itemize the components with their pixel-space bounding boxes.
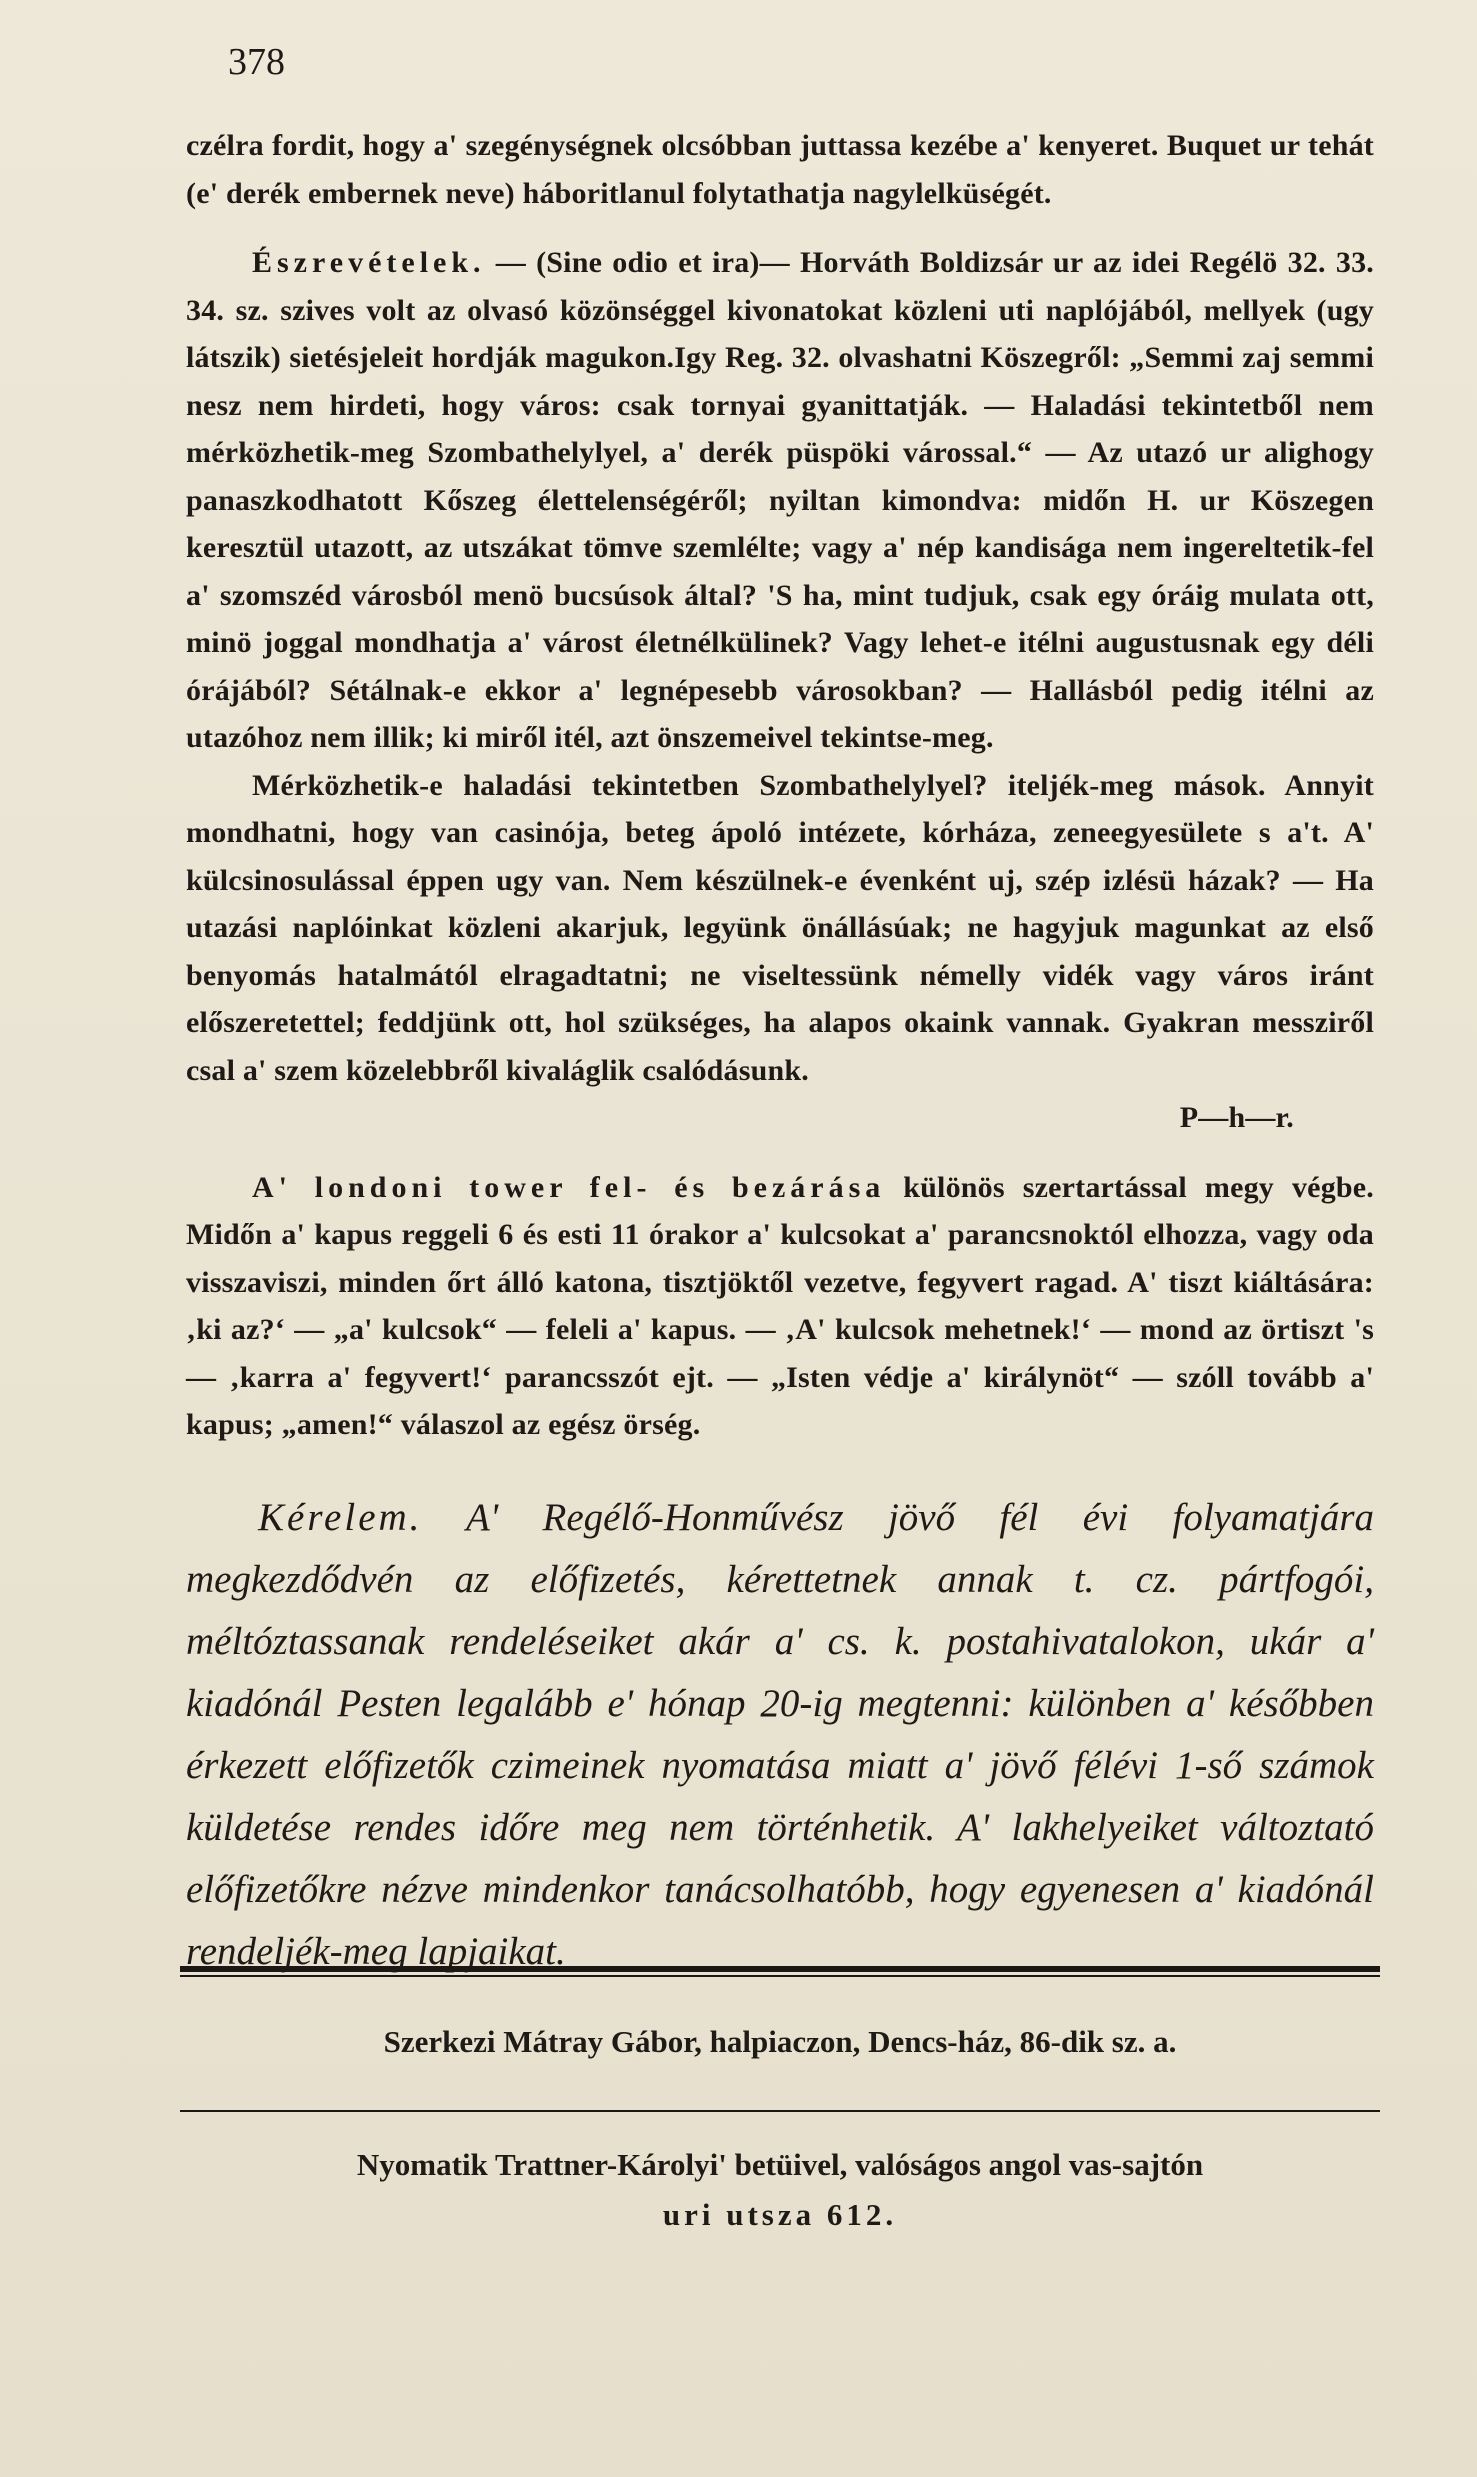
editor-credit: Szerkezi Mátray Gábor, halpiaczon, Dencs-ház, 86-dik sz. a. xyxy=(383,2024,1177,2059)
printer-credit xyxy=(186,2140,1374,2240)
footer-rule-thick xyxy=(180,1966,1380,1977)
paragraph-text: különös szertartással megy végbe. Midőn a' kapus reggeli 6 és esti 11 órakor a' kulcsokat a' parancsnoktól elhozza, vagy oda visszaviszi, minden őrt álló katona, tisztjöktől vezetve, fegyvert ragad. A' tiszt kiáltására: ‚ki az?‘ — „a' kulcsok“ — feleli a' kapus. — ‚A' kulcsok mehetnek!‘ — mond az örtiszt 's — ‚karra a' fegyvert!‘ parancsszót ejt. — „Isten védje a' királynöt“ — szóll tovább a' kapus; „amen!“ válaszol az egész örség. xyxy=(186,1170,1374,1441)
paragraph-comparison xyxy=(186,762,1374,1142)
page-number: 378 xyxy=(228,41,285,83)
paragraph-text: czélra fordit, hogy a' szegénységnek olcsóbban juttassa kezébe a' kenyeret. Buquet ur tehát (e' derék embernek neve) háboritlanul folytathatja nagylelküségét. xyxy=(186,129,1374,210)
printer-line: Nyomatik Trattner-Károlyi' betüivel, valóságos angol vas-sajtón xyxy=(356,2147,1204,2182)
section-heading: Észrevételek. xyxy=(252,246,486,279)
paragraph-observations xyxy=(186,239,1374,762)
text-column xyxy=(186,122,1374,1983)
printer-address: uri utsza 612. xyxy=(662,2197,898,2232)
author-signature: P—h—r. xyxy=(1179,1101,1294,1134)
paragraph-text: Mérközhetik-e haladási tekintetben Szombathelylyel? iteljék-meg mások. Annyit mondhatni, hogy van casinója, beteg ápoló intézete, kórháza, zeneegyesülete s a't. A' külcsinosulással éppen ugy van. Nem készülnek-e évenként uj, szép izlésü házak? — Ha utazási naplóinkat közleni akarjuk, legyünk önállásúak; ne hagyjuk magunkat az első benyomás hatalmától elragadtatni; ne viseltessünk némelly vidék vagy város iránt előszeretettel; feddjünk ott, hol szükséges, ha alapos okaink vannak. Gyakran messziről csal a' szem közelebbről kivaláglik csalódásunk. xyxy=(186,768,1374,1087)
subscription-notice xyxy=(186,1487,1374,1983)
notice-text: A' Regélő-Honművész jövő fél évi folyamatjára megkezdődvén az előfizetés, kérettetnek annak t. cz. pártfogói, méltóztassanak rendeléseiket akár a' cs. k. postahivatalokon, ukár a' kiadónál Pesten legalább e' hónap 20-ig megtenni: különben a' későbben érkezett előfizetők czimeinek nyomatása miatt a' jövő félévi 1-ső számok küldetése rendes időre meg nem történhetik. A' lakhelyeiket változtató előfizetőkre nézve mindenkor tanácsolhatóbb, hogy egyenesen a' kiadónál rendeljék-meg lapjaikat. xyxy=(186,1495,1374,1973)
section-heading: A' londoni tower fel- és bezárása xyxy=(252,1170,886,1204)
footer-rule-thin xyxy=(180,2110,1380,2112)
paragraph-text: — (Sine odio et ira)— Horváth Boldizsár ur az idei Regélö 32. 33. 34. sz. szives volt az olvasó közönséggel kivonatokat közleni uti naplójából, mellyek (ugy látszik) sietésjeleit hordják magukon.Igy Reg. 32. olvashatni Köszegről: „Semmi zaj semmi nesz nem hirdeti, hogy város: csak tornyai gyanittatják. — Haladási tekintetből nem mérközhetik-meg Szombathelylyel, a' derék püspöki várossal.“ — Az utazó ur alighogy panaszkodhatott Kőszeg élettelenségéről; nyiltan kimondva: midőn H. ur Köszegen keresztül utazott, az utszákat tömve szemlélte; vagy a' nép kandisága nem ingereltetik-fel a' szomszéd városból menö bucsúsok által? 'S ha, mint tudjuk, csak egy óráig mulata ott, minö joggal mondhatja a' várost életnélkülinek? Vagy lehet-e itélni augustusnak egy déli órájából? Sétálnak-e ekkor a' legnépesebb városokban? — Hallásból pedig itélni az utazóhoz nem illik; ki miről itél, azt önszemeivel tekintse-meg. xyxy=(186,246,1374,754)
paragraph-london-tower xyxy=(186,1164,1374,1449)
notice-heading: Kérelem. xyxy=(258,1495,423,1539)
paragraph-continuation xyxy=(186,122,1374,217)
